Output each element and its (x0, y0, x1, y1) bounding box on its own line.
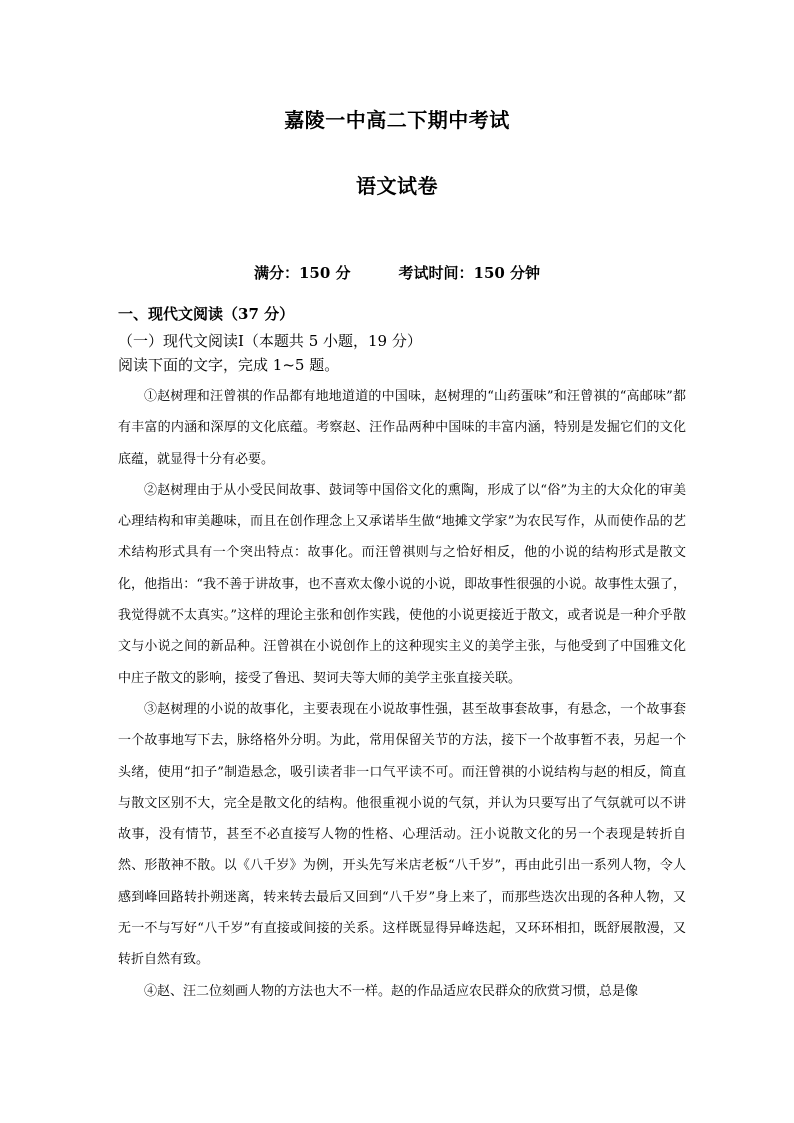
passage-paragraph: ④赵、汪二位刻画人物的方法也大不一样。赵的作品适应农民群众的欣赏习惯，总是像 (144, 983, 639, 999)
subsection-heading: （一）现代文阅读Ⅰ（本题共 5 小题，19 分） (118, 332, 422, 350)
reading-passage (118, 381, 686, 1007)
exam-subtitle: 语文试卷 (356, 174, 438, 198)
full-score: 满分：150 分 (253, 264, 351, 282)
exam-meta (0, 262, 794, 283)
exam-time: 考试时间：150 分钟 (398, 264, 541, 282)
passage-paragraph: ①赵树理和汪曾祺的作品都有地地道道的中国味，赵树理的“山药蛋味”和汪曾祺的“高邮味”都有丰富的内涵和深厚的文化底蕴。考察赵、汪作品两种中国味的丰富内涵，特别是发掘它们的文化底蕴，就显得十分有必要。 (118, 389, 686, 467)
passage-paragraph: ②赵树理由于从小受民间故事、鼓词等中国俗文化的熏陶，形成了以“俗”为主的大众化的审美心理结构和审美趣味，而且在创作理念上又承诺毕生做“地摊文学家”为农民写作，从而使作品的艺术结构形式具有一个突出特点：故事化。而汪曾祺则与之恰好相反，他的小说的结构形式是散文化，他指出：“我不善于讲故事，也不喜欢太像小说的小说，即故事性很强的小说。故事性太强了，我觉得就不太真实。”这样的理论主张和创作实践，使他的小说更接近于散文，或者说是一种介乎散文与小说之间的新品种。汪曾祺在小说创作上的这种现实主义的美学主张，与他受到了中国雅文化中庄子散文的影响，接受了鲁迅、契诃夫等大师的美学主张直接关联。 (118, 482, 686, 686)
section-heading: 一、现代文阅读（37 分） (118, 305, 295, 323)
passage-paragraph: ③赵树理的小说的故事化，主要表现在小说故事性强，甚至故事套故事，有悬念，一个故事套一个故事地写下去，脉络格外分明。为此，常用保留关节的方法，接下一个故事暂不表，另起一个头绪，使用“扣子”制造悬念，吸引读者非一口气平读不可。而汪曾祺的小说结构与赵的相反，简直与散文区别不大，完全是散文化的结构。他很重视小说的气氛，并认为只要写出了气氛就可以不讲故事，没有情节，甚至不必直接写人物的性格、心理活动。汪小说散文化的另一个表现是转折自然、形散神不散。以《八千岁》为例，开头先写米店老板“八千岁”，再由此引出一系列人物，令人感到峰回路转扑朔迷离，转来转去最后又回到“八千岁”身上来了，而那些迭次出现的各种人物，又无一不与写好“八千岁”有直接或间接的关系。这样既显得异峰迭起，又环环相扣，既舒展散漫，又转折自然有致。 (118, 701, 686, 968)
reading-instruction: 阅读下面的文字，完成 1~5 题。 (118, 356, 340, 374)
exam-title: 嘉陵一中高二下期中考试 (284, 108, 510, 132)
